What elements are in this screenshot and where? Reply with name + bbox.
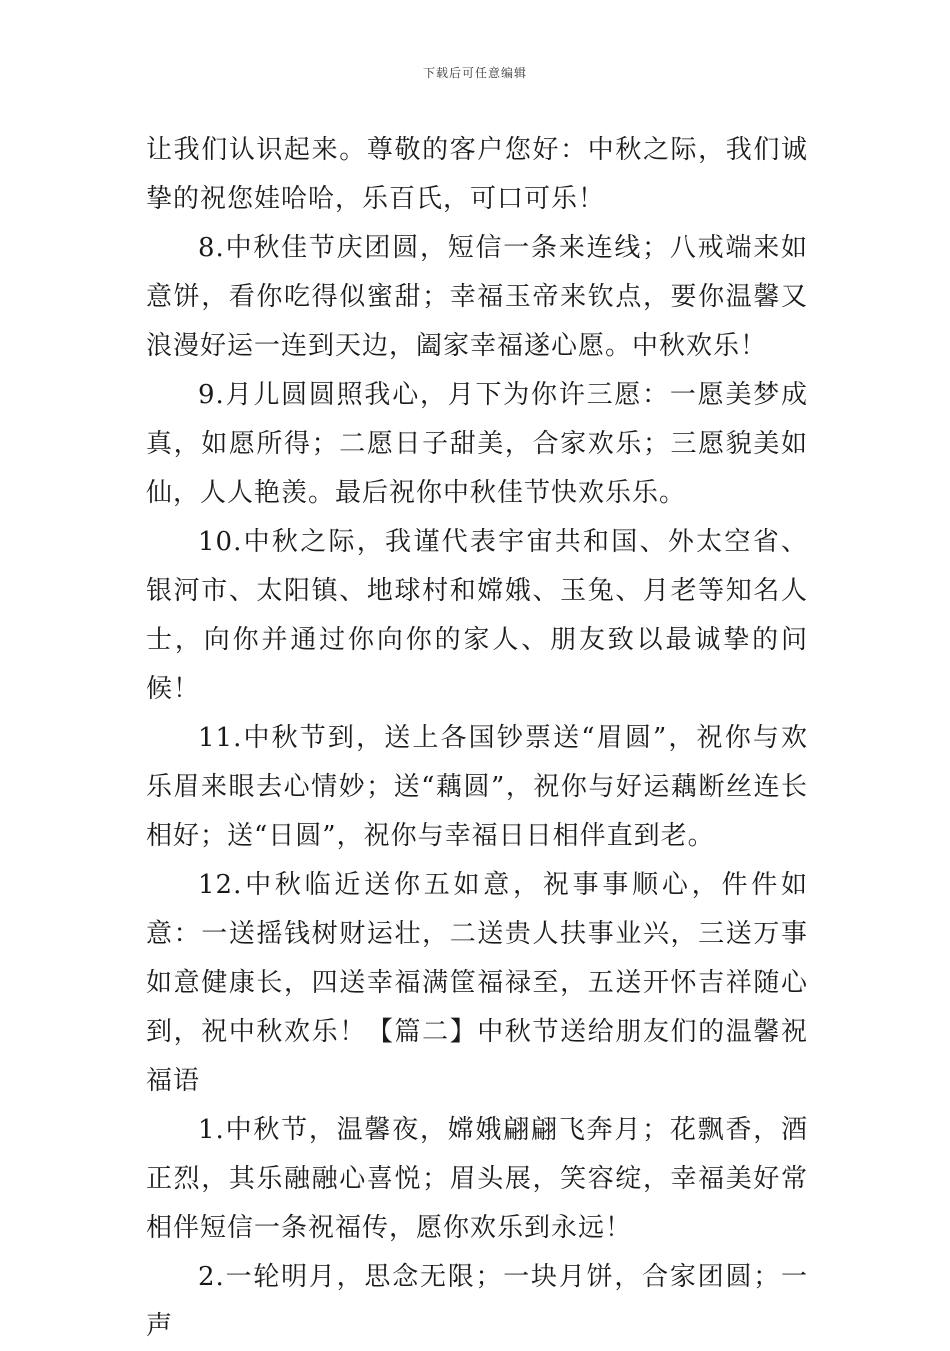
- paragraph: 8.中秋佳节庆团圆，短信一条来连线；八戒端来如意饼，看你吃得似蜜甜；幸福玉帝来钦点，要你温馨又浪漫好运一连到天边，阖家幸福遂心愿。中秋欢乐！: [146, 233, 808, 361]
- paragraph: 让我们认识起来。尊敬的客户您好：中秋之际，我们诚挚的祝您娃哈哈，乐百氏，可口可乐！: [146, 135, 808, 214]
- paragraph: 10.中秋之际，我谨代表宇宙共和国、外太空省、银河市、太阳镇、地球村和嫦娥、玉兔、月老等知名人士，向你并通过你向你的家人、朋友致以最诚挚的问候！: [146, 527, 808, 704]
- document-body: [146, 126, 808, 1351]
- paragraph: 9.月儿圆圆照我心，月下为你许三愿：一愿美梦成真，如愿所得；二愿日子甜美，合家欢乐；三愿貌美如仙，人人艳羡。最后祝你中秋佳节快欢乐乐。: [146, 380, 808, 508]
- paragraph: 11.中秋节到，送上各国钞票送“眉圆”，祝你与欢乐眉来眼去心情妙；送“藕圆”，祝你与好运藕断丝连长相好；送“日圆”，祝你与幸福日日相伴直到老。: [146, 723, 808, 851]
- paragraph: 2.一轮明月，思念无限；一块月饼，合家团圆；一声: [146, 1262, 808, 1341]
- page-header: 下载后可任意编辑: [422, 66, 527, 80]
- paragraph: 1.中秋节，温馨夜，嫦娥翩翩飞奔月；花飘香，酒正烈，其乐融融心喜悦；眉头展，笑容绽，幸福美好常相伴短信一条祝福传，愿你欢乐到永远！: [146, 1115, 808, 1243]
- paragraph: 12.中秋临近送你五如意，祝事事顺心，件件如意：一送摇钱树财运壮，二送贵人扶事业兴，三送万事如意健康长，四送幸福满筐福禄至，五送开怀吉祥随心到，祝中秋欢乐！【篇二】中秋节送给朋友们的温馨祝福语: [146, 870, 808, 1096]
